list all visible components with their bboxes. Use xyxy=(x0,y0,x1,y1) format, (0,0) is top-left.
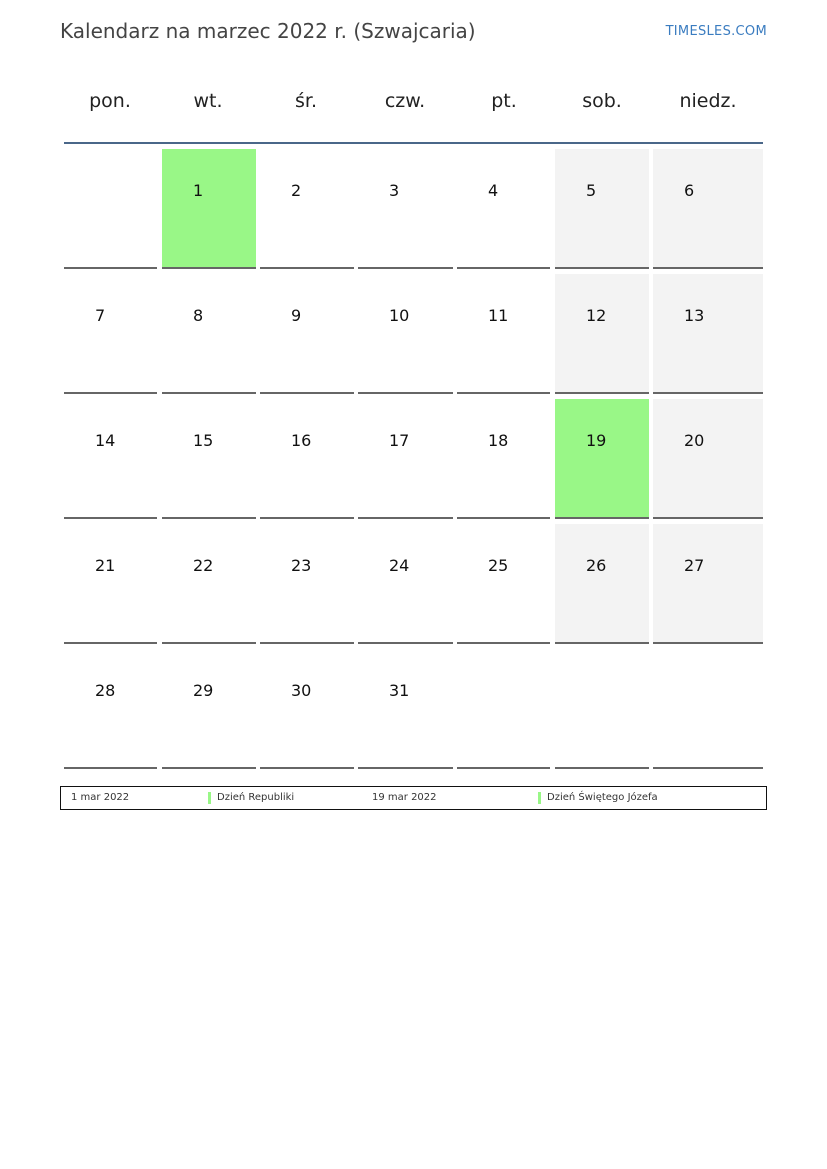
holiday-name: Dzień Świętego Józefa xyxy=(547,792,658,803)
day-cell-20[interactable] xyxy=(653,399,763,519)
day-cell-23[interactable] xyxy=(260,524,354,644)
day-number: 7 xyxy=(95,306,106,325)
weekday-label: wt. xyxy=(193,90,223,112)
day-cell-1[interactable] xyxy=(162,149,256,269)
holiday-color-marker xyxy=(538,792,541,804)
day-number: 3 xyxy=(389,181,400,200)
day-cell-29[interactable] xyxy=(162,649,256,769)
day-number: 1 xyxy=(193,181,204,200)
day-number: 14 xyxy=(95,431,116,450)
day-number: 21 xyxy=(95,556,116,575)
holiday-name: Dzień Republiki xyxy=(217,792,295,803)
day-cell-8[interactable] xyxy=(162,274,256,394)
weekday-label: pon. xyxy=(89,90,131,112)
day-cell-27[interactable] xyxy=(653,524,763,644)
day-number: 17 xyxy=(389,431,410,450)
day-number: 29 xyxy=(193,681,214,700)
day-number: 20 xyxy=(684,431,705,450)
day-cell-28[interactable] xyxy=(64,649,157,769)
day-cell-9[interactable] xyxy=(260,274,354,394)
holiday-legend xyxy=(60,786,767,810)
weekday-label: czw. xyxy=(384,90,426,112)
page-title: Kalendarz na marzec 2022 r. (Szwajcaria) xyxy=(60,19,476,43)
brand-link[interactable]: TIMESLES.COM xyxy=(665,24,767,39)
weekday-label: śr. xyxy=(294,90,317,112)
day-cell-14[interactable] xyxy=(64,399,157,519)
header-divider xyxy=(64,142,763,144)
day-cell-7[interactable] xyxy=(64,274,157,394)
day-cell-10[interactable] xyxy=(358,274,453,394)
holiday-color-marker xyxy=(208,792,211,804)
weekday-label: niedz. xyxy=(679,90,737,112)
day-number: 24 xyxy=(389,556,410,575)
day-cell-13[interactable] xyxy=(653,274,763,394)
day-cell-18[interactable] xyxy=(457,399,550,519)
day-cell-22[interactable] xyxy=(162,524,256,644)
day-cell-12[interactable] xyxy=(555,274,649,394)
holiday-date: 19 mar 2022 xyxy=(372,792,437,803)
day-cell-3[interactable] xyxy=(358,149,453,269)
day-cell-24[interactable] xyxy=(358,524,453,644)
day-number: 13 xyxy=(684,306,705,325)
day-cell-11[interactable] xyxy=(457,274,550,394)
day-number: 18 xyxy=(488,431,509,450)
day-cell-4[interactable] xyxy=(457,149,550,269)
day-cell-25[interactable] xyxy=(457,524,550,644)
day-cell-2[interactable] xyxy=(260,149,354,269)
day-number: 2 xyxy=(291,181,302,200)
day-number: 19 xyxy=(586,431,607,450)
empty-day-cell xyxy=(457,649,550,769)
day-number: 22 xyxy=(193,556,214,575)
empty-day-cell xyxy=(555,649,649,769)
day-number: 6 xyxy=(684,181,695,200)
day-cell-15[interactable] xyxy=(162,399,256,519)
weekday-label: sob. xyxy=(582,90,622,112)
day-cell-17[interactable] xyxy=(358,399,453,519)
day-number: 11 xyxy=(488,306,509,325)
day-number: 10 xyxy=(389,306,410,325)
day-cell-5[interactable] xyxy=(555,149,649,269)
day-number: 26 xyxy=(586,556,607,575)
day-cell-6[interactable] xyxy=(653,149,763,269)
day-number: 15 xyxy=(193,431,214,450)
day-number: 5 xyxy=(586,181,597,200)
day-number: 28 xyxy=(95,681,116,700)
day-number: 27 xyxy=(684,556,705,575)
day-cell-31[interactable] xyxy=(358,649,453,769)
day-number: 25 xyxy=(488,556,509,575)
weekday-label: pt. xyxy=(491,90,517,112)
day-number: 8 xyxy=(193,306,204,325)
weekday-header-row xyxy=(60,90,765,120)
day-cell-16[interactable] xyxy=(260,399,354,519)
day-cell-30[interactable] xyxy=(260,649,354,769)
day-number: 4 xyxy=(488,181,499,200)
day-number: 31 xyxy=(389,681,410,700)
day-cell-19[interactable] xyxy=(555,399,649,519)
day-number: 12 xyxy=(586,306,607,325)
empty-day-cell xyxy=(653,649,763,769)
day-number: 9 xyxy=(291,306,302,325)
day-number: 30 xyxy=(291,681,312,700)
holiday-date: 1 mar 2022 xyxy=(71,792,130,803)
day-number: 23 xyxy=(291,556,312,575)
day-number: 16 xyxy=(291,431,312,450)
empty-day-cell xyxy=(64,149,157,269)
day-cell-26[interactable] xyxy=(555,524,649,644)
day-cell-21[interactable] xyxy=(64,524,157,644)
